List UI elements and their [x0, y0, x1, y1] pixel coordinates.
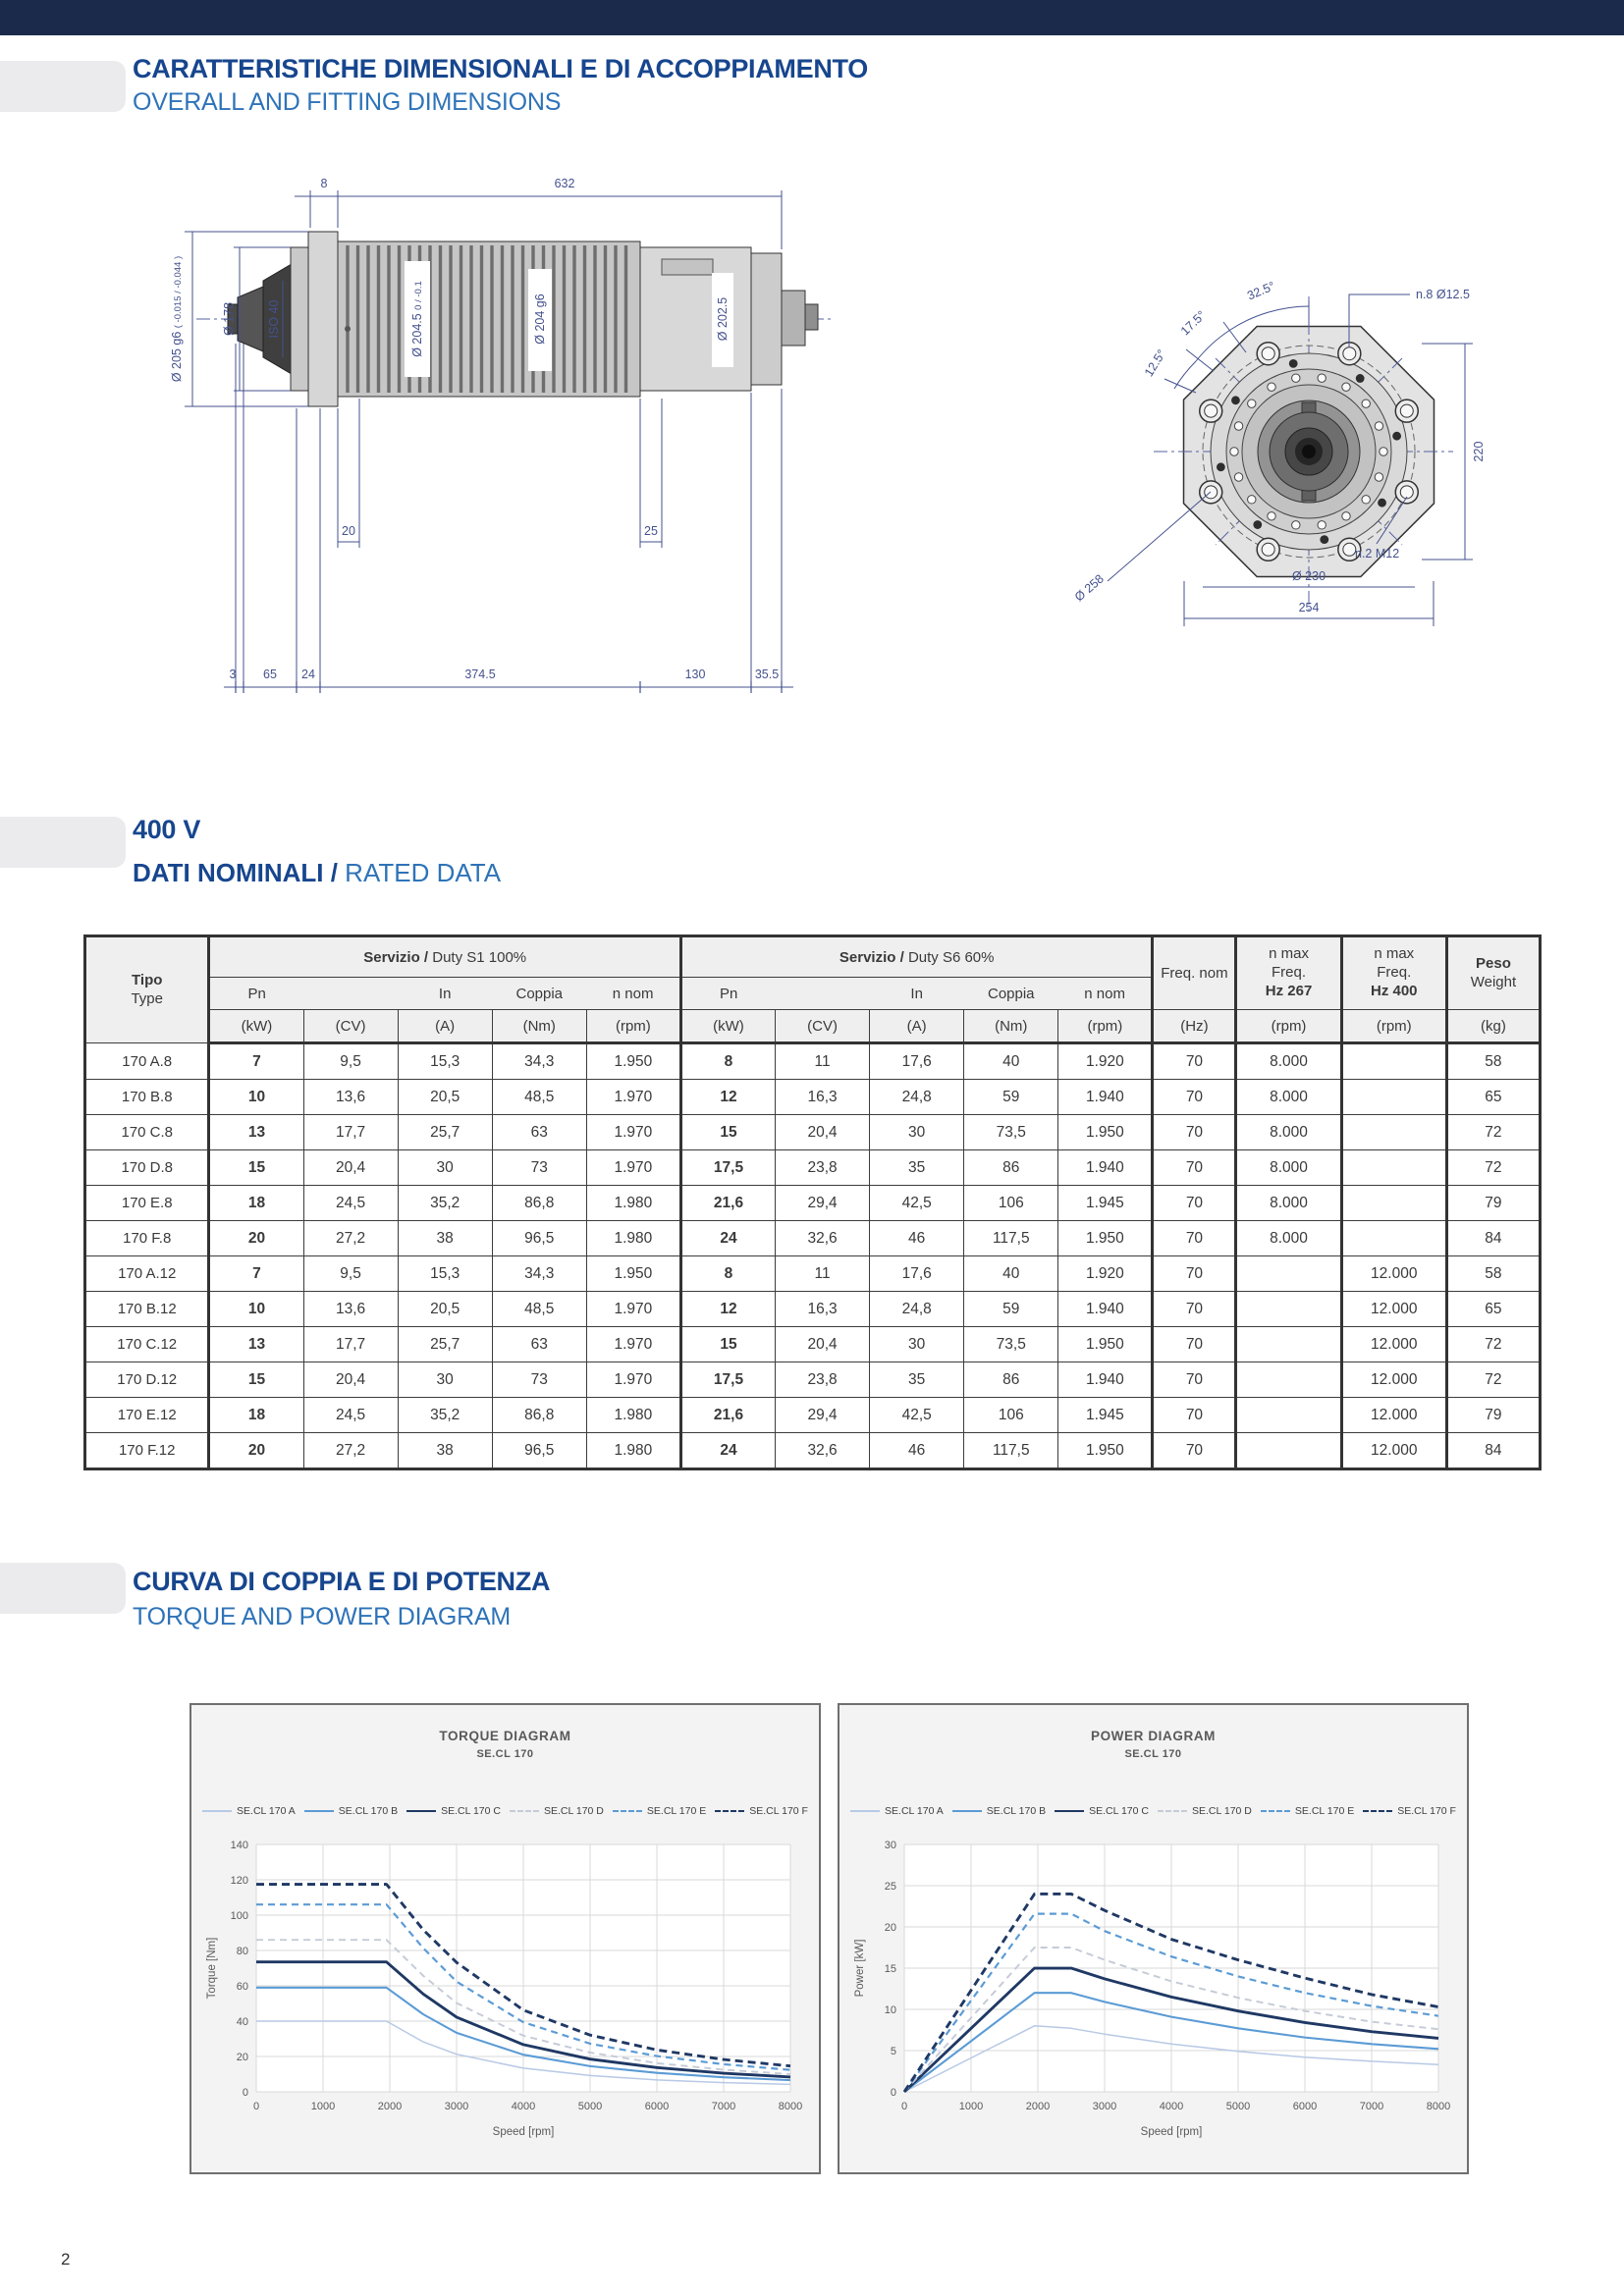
legend-line-marker — [202, 1810, 232, 1812]
legend-label: SE.CL 170 C — [441, 1805, 501, 1817]
svg-text:7000: 7000 — [711, 2101, 735, 2112]
chart-subtitle: SE.CL 170 — [476, 1748, 534, 1760]
legend-item — [406, 1805, 501, 1817]
svg-text:6000: 6000 — [1292, 2101, 1317, 2112]
svg-text:2000: 2000 — [1025, 2101, 1050, 2112]
legend-item — [1363, 1805, 1456, 1817]
table-row: 170 E.8 18 24,5 35,2 86,8 1.980 21,6 29,4 42,5 106 1.945 70 8.000 79 — [85, 1186, 1541, 1221]
svg-text:60: 60 — [236, 1981, 248, 1993]
legend-line-marker — [613, 1810, 642, 1812]
section1-title-it: CARATTERISTICHE DIMENSIONALI E DI ACCOPPIAMENTO — [133, 54, 868, 83]
col-header-nmax-400: n max Freq. Hz 400 — [1341, 936, 1446, 1010]
subheader-cell: In — [870, 978, 964, 1010]
legend-line-marker — [715, 1810, 744, 1812]
front-view — [1072, 279, 1486, 626]
dim-374-5: 374.5 — [464, 667, 496, 681]
dim-dia-205: Ø 205 g6 ( -0.015 / -0.044 ) — [170, 255, 184, 383]
legend-label: SE.CL 170 A — [885, 1805, 944, 1817]
unit-cell: (kW) — [680, 1010, 775, 1043]
table-row: 170 E.12 18 24,5 35,2 86,8 1.980 21,6 29,4 42,5 106 1.945 70 12.000 79 — [85, 1398, 1541, 1433]
legend-label: SE.CL 170 F — [1397, 1805, 1456, 1817]
svg-text:40: 40 — [236, 2016, 248, 2028]
legend-line-marker — [1158, 1810, 1187, 1812]
legend-label: SE.CL 170 B — [338, 1805, 399, 1817]
legend-item — [1158, 1805, 1252, 1817]
legend-item — [850, 1805, 944, 1817]
top-bar — [0, 0, 1624, 35]
subheader-cell: n nom — [586, 978, 680, 1010]
power-plot — [849, 1821, 1458, 2147]
legend-item — [952, 1805, 1046, 1817]
svg-text:Torque [Nm]: Torque [Nm] — [205, 1937, 218, 2000]
unit-cell: (Nm) — [492, 1010, 586, 1043]
svg-text:8000: 8000 — [778, 2101, 802, 2112]
svg-text:120: 120 — [230, 1875, 248, 1887]
torque-diagram-panel — [189, 1703, 821, 2174]
legend-label: SE.CL 170 A — [237, 1805, 296, 1817]
dim-dia-230: Ø 230 — [1291, 569, 1326, 583]
svg-text:8000: 8000 — [1426, 2101, 1450, 2112]
unit-cell: (kW) — [209, 1010, 303, 1043]
col-header-freq-nom: Freq. nom — [1153, 936, 1236, 1010]
table-row: 170 A.12 7 9,5 15,3 34,3 1.950 8 11 17,6 40 1.920 70 12.000 58 — [85, 1256, 1541, 1292]
legend-line-marker — [510, 1810, 539, 1812]
svg-text:15: 15 — [884, 1963, 896, 1975]
legend-line-marker — [304, 1810, 334, 1812]
legend-line-marker — [406, 1810, 436, 1812]
legend-label: SE.CL 170 E — [1294, 1805, 1355, 1817]
dim-25: 25 — [644, 524, 658, 538]
svg-text:Power [kW]: Power [kW] — [853, 1939, 866, 1998]
dim-24: 24 — [301, 667, 315, 681]
legend-item — [1055, 1805, 1149, 1817]
dim-220: 220 — [1472, 441, 1486, 462]
subheader-cell: Pn — [680, 978, 775, 1010]
table-row: 170 D.8 15 20,4 30 73 1.970 17,5 23,8 35 86 1.940 70 8.000 72 — [85, 1150, 1541, 1186]
legend-item — [510, 1805, 604, 1817]
legend-item — [304, 1805, 398, 1817]
legend-item — [202, 1805, 296, 1817]
section-tab-3 — [0, 1563, 126, 1614]
svg-text:7000: 7000 — [1359, 2101, 1383, 2112]
dim-dia-258: Ø 258 — [1071, 571, 1107, 605]
legend-line-marker — [1055, 1810, 1084, 1812]
svg-text:0: 0 — [252, 2101, 259, 2112]
unit-cell: (Hz) — [1153, 1010, 1236, 1043]
svg-text:3000: 3000 — [444, 2101, 468, 2112]
unit-cell: (CV) — [303, 1010, 398, 1043]
subheader-cell: n nom — [1058, 978, 1153, 1010]
legend-label: SE.CL 170 C — [1089, 1805, 1149, 1817]
unit-cell: (rpm) — [586, 1010, 680, 1043]
svg-text:Speed [rpm]: Speed [rpm] — [1140, 2126, 1202, 2138]
legend-line-marker — [952, 1810, 982, 1812]
section3-title-en: TORQUE AND POWER DIAGRAM — [133, 1603, 512, 1630]
svg-text:140: 140 — [230, 1840, 248, 1851]
dim-3: 3 — [229, 667, 237, 681]
table-row: 170 A.8 7 9,5 15,3 34,3 1.950 8 11 17,6 40 1.920 70 8.000 58 — [85, 1043, 1541, 1080]
section2-title — [133, 858, 501, 888]
subheader-cell — [776, 978, 870, 1010]
svg-text:1000: 1000 — [958, 2101, 983, 2112]
table-row: 170 B.12 10 13,6 20,5 48,5 1.970 12 16,3 24,8 59 1.940 70 12.000 65 — [85, 1292, 1541, 1327]
unit-cell: (rpm) — [1058, 1010, 1153, 1043]
chart-legend — [850, 1805, 1456, 1817]
svg-text:5000: 5000 — [1225, 2101, 1250, 2112]
subheader-cell: Coppia — [964, 978, 1058, 1010]
dim-angle-32-5: 32.5° — [1245, 279, 1277, 303]
section1-title-en: OVERALL AND FITTING DIMENSIONS — [133, 88, 562, 116]
svg-text:6000: 6000 — [644, 2101, 669, 2112]
svg-text:20: 20 — [236, 2052, 248, 2063]
subheader-cell: In — [398, 978, 492, 1010]
dim-angle-12-5: 12.5° — [1141, 347, 1169, 380]
section2-voltage: 400 V — [133, 815, 201, 844]
svg-text:0: 0 — [890, 2087, 896, 2099]
dim-65: 65 — [263, 667, 277, 681]
rated-data-table — [83, 934, 1542, 1470]
unit-cell: (A) — [870, 1010, 964, 1043]
legend-label: SE.CL 170 B — [986, 1805, 1047, 1817]
svg-text:3000: 3000 — [1092, 2101, 1116, 2112]
legend-item — [715, 1805, 808, 1817]
dim-dia-178: Ø 178 — [222, 301, 236, 337]
unit-cell: (CV) — [776, 1010, 870, 1043]
legend-item — [1261, 1805, 1354, 1817]
power-diagram-panel — [838, 1703, 1469, 2174]
dim-8: 8 — [320, 177, 328, 190]
col-group-s6: Servizio / Duty S6 60% — [680, 936, 1153, 978]
svg-text:10: 10 — [884, 2004, 896, 2016]
unit-cell: (rpm) — [1341, 1010, 1446, 1043]
rated-table-units-row — [85, 1010, 1541, 1043]
svg-text:4000: 4000 — [1159, 2101, 1183, 2112]
chart-title: TORQUE DIAGRAM — [439, 1729, 571, 1743]
legend-label: SE.CL 170 F — [749, 1805, 808, 1817]
svg-text:4000: 4000 — [511, 2101, 535, 2112]
legend-item — [613, 1805, 706, 1817]
torque-plot — [201, 1821, 810, 2147]
svg-text:0: 0 — [242, 2087, 248, 2099]
section2-title-it: DATI NOMINALI / — [133, 858, 346, 887]
svg-text:25: 25 — [884, 1881, 896, 1893]
table-row: 170 C.8 13 17,7 25,7 63 1.970 15 20,4 30 73,5 1.950 70 8.000 72 — [85, 1115, 1541, 1150]
legend-line-marker — [1261, 1810, 1290, 1812]
subheader-cell — [303, 978, 398, 1010]
legend-label: SE.CL 170 E — [646, 1805, 707, 1817]
dim-n2-m12: n.2 M12 — [1355, 547, 1400, 561]
technical-drawing — [137, 157, 1542, 731]
subheader-cell: Pn — [209, 978, 303, 1010]
unit-cell: (Nm) — [964, 1010, 1058, 1043]
dim-20: 20 — [342, 524, 355, 538]
charts-row — [189, 1703, 1469, 2174]
dim-632: 632 — [554, 177, 575, 190]
dim-254: 254 — [1298, 601, 1320, 614]
svg-text:5000: 5000 — [577, 2101, 602, 2112]
dim-dia-204-5: Ø 204.5 0 / -0.1 — [410, 281, 424, 357]
svg-text:2000: 2000 — [377, 2101, 402, 2112]
dim-35-5: 35.5 — [754, 667, 780, 681]
chart-legend — [202, 1805, 808, 1817]
table-row: 170 D.12 15 20,4 30 73 1.970 17,5 23,8 35 86 1.940 70 12.000 72 — [85, 1362, 1541, 1398]
dim-n8-holes: n.8 Ø12.5 — [1416, 288, 1470, 301]
rated-table-body — [85, 1043, 1541, 1469]
svg-text:5: 5 — [890, 2046, 896, 2057]
subheader-cell: Coppia — [492, 978, 586, 1010]
svg-text:30: 30 — [884, 1840, 896, 1851]
page-number: 2 — [61, 2250, 71, 2269]
svg-text:1000: 1000 — [310, 2101, 335, 2112]
legend-label: SE.CL 170 D — [544, 1805, 604, 1817]
table-row: 170 C.12 13 17,7 25,7 63 1.970 15 20,4 30 73,5 1.950 70 12.000 72 — [85, 1327, 1541, 1362]
dim-130: 130 — [684, 667, 706, 681]
col-header-nmax-267: n max Freq. Hz 267 — [1236, 936, 1341, 1010]
unit-cell: (A) — [398, 1010, 492, 1043]
table-row: 170 B.8 10 13,6 20,5 48,5 1.970 12 16,3 24,8 59 1.940 70 8.000 65 — [85, 1080, 1541, 1115]
col-header-tipo: Tipo Type — [85, 936, 209, 1043]
col-group-s1: Servizio / Duty S1 100% — [209, 936, 681, 978]
section-tab-1 — [0, 61, 126, 112]
dim-dia-204: Ø 204 g6 — [533, 294, 547, 345]
col-header-peso: Peso Weight — [1446, 936, 1540, 1010]
section-tab-2 — [0, 817, 126, 868]
dim-angle-17-5: 17.5° — [1177, 307, 1209, 339]
svg-text:100: 100 — [230, 1910, 248, 1922]
chart-title: POWER DIAGRAM — [1090, 1729, 1217, 1743]
table-row: 170 F.8 20 27,2 38 96,5 1.980 24 32,6 46 117,5 1.950 70 8.000 84 — [85, 1221, 1541, 1256]
section3-title-it: CURVA DI COPPIA E DI POTENZA — [133, 1567, 551, 1596]
legend-label: SE.CL 170 D — [1192, 1805, 1252, 1817]
section2-title-en: RATED DATA — [345, 858, 502, 887]
unit-cell: (kg) — [1446, 1010, 1540, 1043]
dim-dia-202-5: Ø 202.5 — [716, 296, 730, 342]
chart-subtitle: SE.CL 170 — [1124, 1748, 1182, 1760]
legend-line-marker — [1363, 1810, 1392, 1812]
side-view — [170, 177, 835, 693]
unit-cell: (rpm) — [1236, 1010, 1341, 1043]
svg-text:Speed [rpm]: Speed [rpm] — [492, 2126, 554, 2138]
table-row: 170 F.12 20 27,2 38 96,5 1.980 24 32,6 46 117,5 1.950 70 12.000 84 — [85, 1433, 1541, 1469]
svg-text:80: 80 — [236, 1946, 248, 1957]
svg-text:20: 20 — [884, 1922, 896, 1934]
legend-line-marker — [850, 1810, 880, 1812]
dim-iso40: ISO 40 — [267, 299, 281, 339]
svg-text:0: 0 — [900, 2101, 907, 2112]
